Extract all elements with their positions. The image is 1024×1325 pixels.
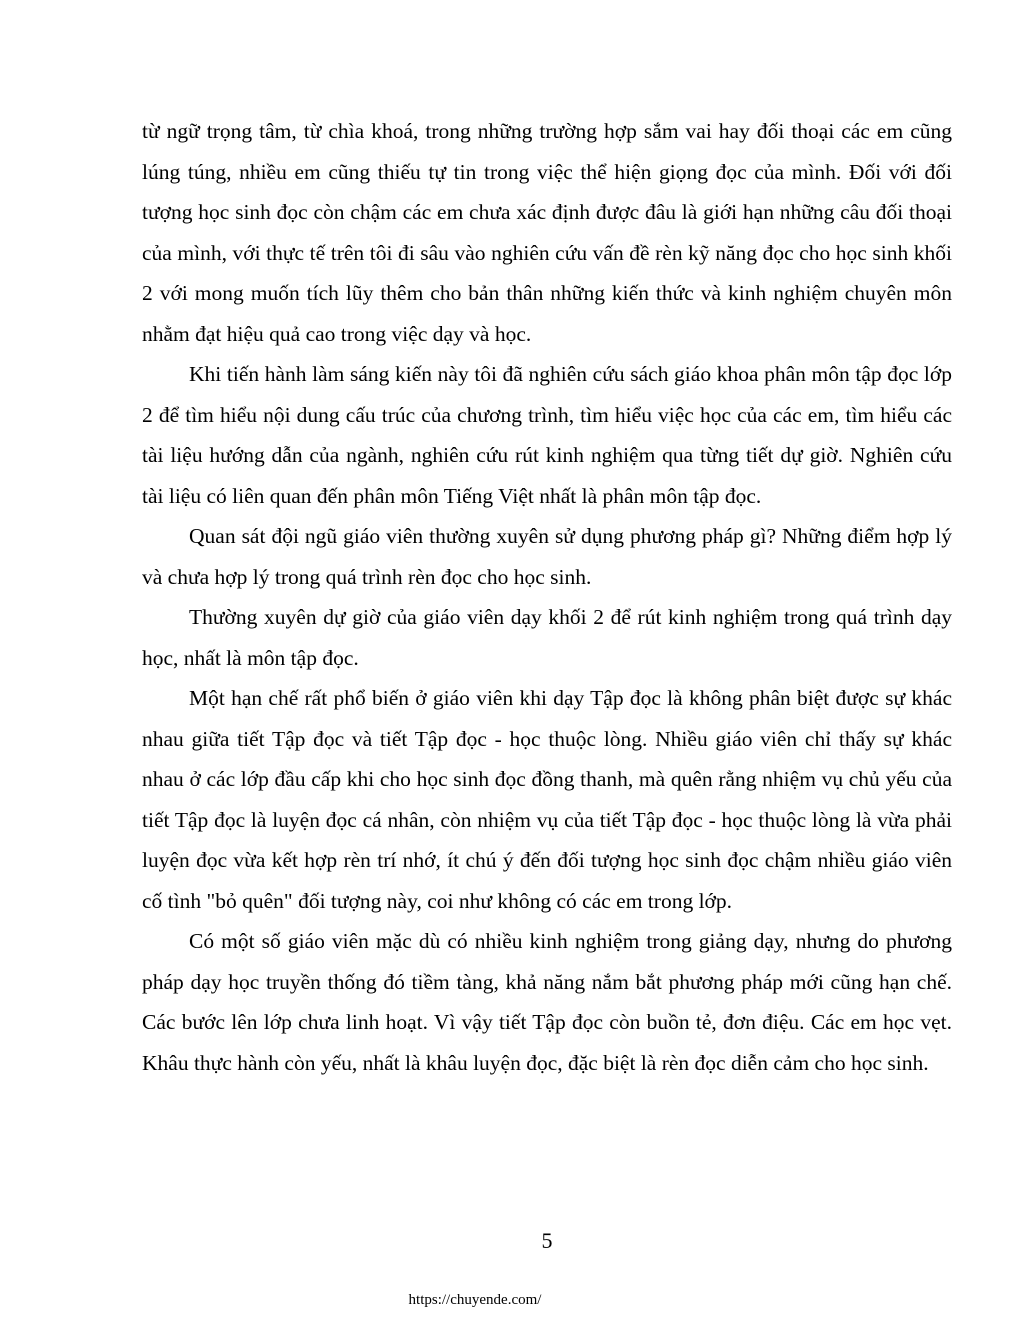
document-body — [142, 111, 952, 1083]
paragraph-research-method: Khi tiến hành làm sáng kiến này tôi đã nghiên cứu sách giáo khoa phân môn tập đọc lớp 2 để tìm hiểu nội dung cấu trúc của chương trình, tìm hiểu việc học của các em, tìm hiểu các tài liệu hướng dẫn của ngành, nghiên cứu rút kinh nghiệm qua từng tiết dự giờ. Nghiên cứu tài liệu có liên quan đến phân môn Tiếng Việt nhất là phân môn tập đọc. — [142, 362, 952, 508]
page-number: 5 — [541, 1228, 553, 1253]
footer-url: https://chuyende.com/ — [408, 1292, 542, 1308]
paragraph-observation: Quan sát đội ngũ giáo viên thường xuyên sử dụng phương pháp gì? Những điểm hợp lý và chưa hợp lý trong quá trình rèn đọc cho học sinh. — [142, 524, 952, 589]
paragraph-class-visits: Thường xuyên dự giờ của giáo viên dạy khối 2 để rút kinh nghiệm trong quá trình dạy học, nhất là môn tập đọc. — [142, 605, 952, 670]
paragraph-traditional-methods: Có một số giáo viên mặc dù có nhiều kinh nghiệm trong giảng dạy, nhưng do phương pháp dạy học truyền thống đó tiềm tàng, khả năng nắm bắt phương pháp mới cũng hạn chế. Các bước lên lớp chưa linh hoạt. Vì vậy tiết Tập đọc còn buồn tẻ, đơn điệu. Các em học vẹt. Khâu thực hành còn yếu, nhất là khâu luyện đọc, đặc biệt là rèn đọc diễn cảm cho học sinh. — [142, 929, 952, 1075]
paragraph-continuation: từ ngữ trọng tâm, từ chìa khoá, trong những trường hợp sắm vai hay đối thoại các em cũng lúng túng, nhiều em cũng thiếu tự tin trong việc thể hiện giọng đọc của mình. Đối với đối tượng học sinh đọc còn chậm các em chưa xác định được đâu là giới hạn những câu đối thoại của mình, với thực tế trên tôi đi sâu vào nghiên cứu vấn đề rèn kỹ năng đọc cho học sinh khối 2 với mong muốn tích lũy thêm cho bản thân những kiến thức và kinh nghiệm chuyên môn nhằm đạt hiệu quả cao trong việc dạy và học. — [142, 119, 952, 346]
paragraph-common-limitation: Một hạn chế rất phổ biến ở giáo viên khi dạy Tập đọc là không phân biệt được sự khác nhau giữa tiết Tập đọc và tiết Tập đọc - học thuộc lòng. Nhiều giáo viên chỉ thấy sự khác nhau ở các lớp đầu cấp khi cho học sinh đọc đồng thanh, mà quên rằng nhiệm vụ chủ yếu của tiết Tập đọc là luyện đọc cá nhân, còn nhiệm vụ của tiết Tập đọc - học thuộc lòng là vừa phải luyện đọc vừa kết hợp rèn trí nhớ, ít chú ý đến đối tượng học sinh đọc chậm nhiều giáo viên cố tình "bỏ quên" đối tượng này, coi như không có các em trong lớp. — [142, 686, 952, 913]
